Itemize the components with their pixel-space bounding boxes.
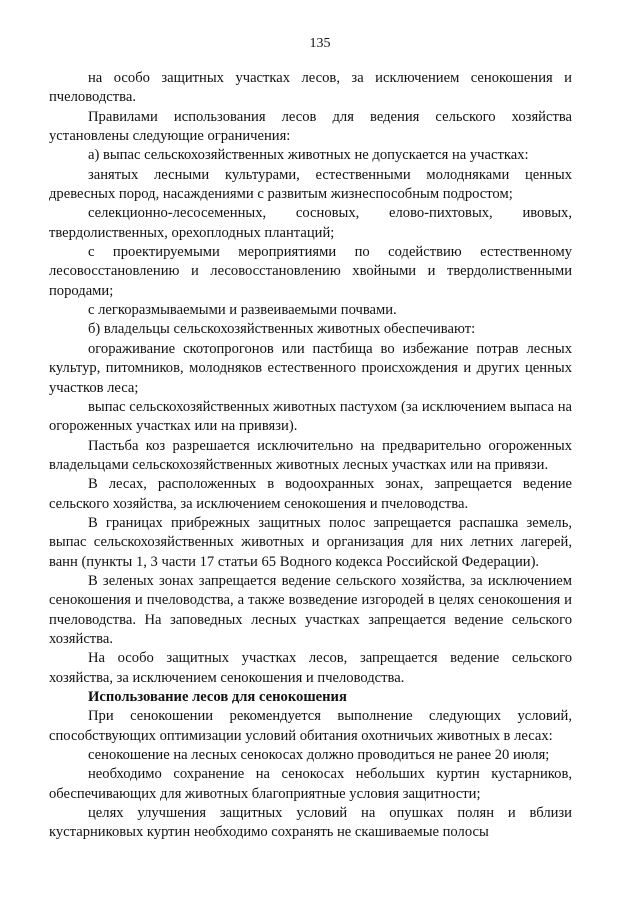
paragraph-15: На особо защитных участках лесов, запрещается ведение сельского хозяйства, за исключением сенокошения и пчеловодства. <box>49 650 572 686</box>
paragraph-10: выпас сельскохозяйственных животных пастухом (за исключением выпаса на огороженных участках или на привязи). <box>49 398 572 435</box>
paragraph-14: В зеленых зонах запрещается ведение сельского хозяйства, за исключением сенокошения и пчеловодства, а также возведение изгородей в целях сенокошения и пчеловодства. На заповедных лесных участках запрещается ведение сельского хозяйства. <box>49 572 572 647</box>
paragraph-18: необходимо сохранение на сенокосах небольших куртин кустарников, обеспечивающих для животных благоприятные условия защитности; <box>49 766 572 802</box>
paragraph-3: а) выпас сельскохозяйственных животных не допускается на участках: <box>88 147 529 164</box>
paragraph-13: В границах прибрежных защитных полос запрещается распашка земель, выпас сельскохозяйственных животных и организация для них летних лагерей, ванн (пункты 1, 3 части 17 статьи 65 Водного кодекса Российской Федерации). <box>49 514 572 570</box>
paragraph-5: селекционно-лесосеменных, сосновых, елово-пихтовых, ивовых, твердолиственных, орехоплодных плантаций; <box>49 205 572 241</box>
document-body <box>49 69 572 843</box>
page-number: 135 <box>309 36 331 51</box>
section-heading: Использование лесов для сенокошения <box>88 689 347 705</box>
paragraph-11: Пастьба коз разрешается исключительно на предварительно огороженных владельцами сельскохозяйственных животных лесных участках или на привязи. <box>49 437 572 473</box>
paragraph-19: целях улучшения защитных условий на опушках полян и вблизи кустарниковых куртин необходимо сохранять не скашиваемые полосы <box>49 805 572 841</box>
paragraph-7: с легкоразмываемыми и развеиваемыми почвами. <box>88 302 397 319</box>
paragraph-1: на особо защитных участках лесов, за исключением сенокошения и пчеловодства. <box>49 70 572 106</box>
paragraph-4: занятых лесными культурами, естественными молодняками ценных древесных пород, насаждениями с развитым жизнеспособным подростом; <box>49 166 572 203</box>
paragraph-12: В лесах, расположенных в водоохранных зонах, запрещается ведение сельского хозяйства, за исключением сенокошения и пчеловодства. <box>49 476 572 512</box>
paragraph-6: с проектируемыми мероприятиями по содействию естественному лесовосстановлению и лесовосстановлению хвойными и твердолиственными породами; <box>49 244 572 299</box>
paragraph-9: огораживание скотопрогонов или пастбища во избежание потрав лесных культур, питомников, молодняков естественного происхождения и других ценных участков леса; <box>49 340 572 396</box>
paragraph-8: б) владельцы сельскохозяйственных животных обеспечивают: <box>88 321 476 338</box>
paragraph-2: Правилами использования лесов для ведения сельского хозяйства установлены следующие ограничения: <box>49 108 572 145</box>
paragraph-16: При сенокошении рекомендуется выполнение следующих условий, способствующих оптимизации условий обитания охотничьих животных в лесах: <box>49 708 572 744</box>
paragraph-17: сенокошение на лесных сенокосах должно проводиться не ранее 20 июля; <box>88 747 550 764</box>
